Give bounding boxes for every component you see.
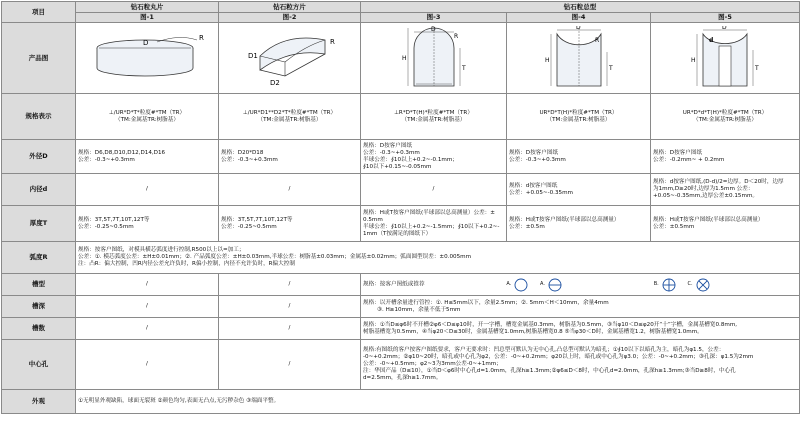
outer-c2: 规格：D20*D18 公差：-0.3~+0.3mm xyxy=(219,140,361,174)
header-fig3: 图-3 xyxy=(361,13,507,23)
row-label-groove-type: 槽型 xyxy=(2,274,76,296)
header-shaped-group: 钻石粒总型 xyxy=(361,2,800,13)
groove-symbol-c: C. xyxy=(688,278,710,292)
spec-c3: ⊥R*D*T(H)*粒度#*TM（TR） （TM:金属基TR:树脂基） xyxy=(361,94,507,140)
header-square-group: 钻石粒方片 xyxy=(219,2,361,13)
center-hole-cell: 规格:有图纸的客户按客户图纸要求，客户无要求时：凹总型可默认为无中心孔,凸总型可默认为暗孔；①∮10以下以暗孔为主，暗孔为φ1.5，公差： -0~+0.2mm；②φ10~20时，暗孔或中心孔为φ2，公差：-0~+0.2mm；φ20以上时，暗孔或中心孔为φ3.0；公差：-0~+0.2mm；③孔深：φ1.5为2mm 公差：-0~+0.5mm；φ2~3为3mm公差-0~+1mm； 注：华国产品（D≤10），①当D＜φ6时中心孔d=1.0mm，孔深h≥1.3mm;②φ6≤D＜8时，中心孔d=2.0mm，孔深h≥1.3mm;③当D≥8时，中心孔 d=2.5mm，孔深h≥1.7mm。 xyxy=(361,340,800,390)
appearance-cell: ①无明显外观缺陷，球面无裂斑 ②颜色均匀,表面无凸点,无污秽杂色 ③端面平整。 xyxy=(76,390,800,414)
groove-type-c2: / xyxy=(219,274,361,296)
concave-drawing xyxy=(539,26,619,90)
fig4-d-label: D xyxy=(575,26,581,31)
circle-plain-icon xyxy=(514,278,528,292)
fig4-r-label: R xyxy=(594,37,599,44)
fig3-h-label: H xyxy=(401,55,407,62)
groove-depth-cell: 规格：以开槽余量进行管控：①. H≤5mm以下，余量2.5mm；②. 5mm＜H＜10mm，余量4mm ③. H≥10mm，余量不低于5mm xyxy=(361,296,800,318)
fig5-cell xyxy=(651,23,800,94)
fig2-r-label: R xyxy=(329,38,335,46)
fig4-t-label: T xyxy=(608,65,613,72)
header-fig2: 图-2 xyxy=(219,13,361,23)
fig2-d2-label: D2 xyxy=(269,79,280,87)
groove-depth-c2: / xyxy=(219,296,361,318)
fig3-r-label: R xyxy=(453,33,458,40)
outer-c5: 规格：D按客户图纸 公差：-0.2mm~ + 0.2mm xyxy=(651,140,800,174)
thick-c3: 规格：H或T按客户图纸(半球部以总高测量）公差：± 0.5mm 半球公差：∮10以上+0.2~-1.5mm；∮10以下+0.2~- 1mm（T按满足的图纸下） xyxy=(361,206,507,242)
outer-c1: 规格：D6,D8,D10,D12,D14,D16 公差：-0.3~+0.3mm xyxy=(76,140,219,174)
fig4-h-label: H xyxy=(544,57,550,64)
header-fig4: 图-4 xyxy=(507,13,651,23)
circle-x-icon xyxy=(696,278,710,292)
thick-c5: 规格：H或T按客户图纸(半球部以总高测量） 公差：±0.5mm xyxy=(651,206,800,242)
fig3-d-label: D xyxy=(430,26,436,33)
fig5-h-label: H xyxy=(691,57,696,64)
pill-drawing xyxy=(87,28,207,88)
row-label-spec: 规格表示 xyxy=(2,94,76,140)
row-label-arc: 弧度R xyxy=(2,242,76,274)
square-drawing xyxy=(230,28,350,88)
inner-c5: 规格：d按客户图纸,(D-d)/2=边厚。D＜20时，边厚 为1mm,D≥20时,边厚为1.5mm 公差： +0.05~-0.35mm,边厚公差±0.15mm。 xyxy=(651,174,800,206)
inner-c4: 规格：d按客户图纸 公差：+0.05~-0.35mm xyxy=(507,174,651,206)
groove-type-c1: / xyxy=(76,274,219,296)
row-label-inner: 内径d xyxy=(2,174,76,206)
fig1-r-label: R xyxy=(199,34,204,42)
thick-c1: 规格：3T,5T,7T,10T,12T等 公差：-0.25~0.5mm xyxy=(76,206,219,242)
fig1-d-label: D xyxy=(143,39,149,47)
row-label-outer: 外径D xyxy=(2,140,76,174)
header-item: 项目 xyxy=(2,2,76,23)
fig2-d1-label: D1 xyxy=(247,52,258,60)
convex-drawing xyxy=(394,26,474,90)
fig3-t-label: T xyxy=(461,65,466,72)
header-fig5: 图-5 xyxy=(651,13,800,23)
thick-c4: 规格：H或T按客户图纸(半球部以总高测量） 公差：±0.5m xyxy=(507,206,651,242)
header-fig1: 图-1 xyxy=(76,13,219,23)
groove-count-cell: 规格：①当D≤φ6时不开槽②φ6＜D≤φ10时，开一字槽，槽宽金属基0.3mm，树脂基为0.5mm，③当φ10＜D≤φ20开“十”字槽，金属基槽宽0.8mm, 树脂基槽宽为0.5mm，④当φ20＜D≤30时，金属基槽宽1.0mm,树脂基槽宽0.8 ⑤当φ30＜D时，金属基槽宽1.2，树脂基槽宽1.0mm。 xyxy=(361,318,800,340)
groove-symbol-a: A. xyxy=(506,278,528,292)
spec-table xyxy=(1,1,800,414)
fig5-dd-label: d xyxy=(709,37,714,44)
row-label-groove-depth: 槽深 xyxy=(2,296,76,318)
groove-count-c1: / xyxy=(76,318,219,340)
circle-cross-icon xyxy=(662,278,676,292)
arc-cell: 规格：按客户图纸，对模具横芯弧度进行控制,R500以上以=加工； 公差：①. 模芯弧度公差：±H±0.01mm；②. 产品弧度公差：±H±0.03mm,半球公差：树脂基±0.03mm；金属基±0.02mm；弧面圆型误差：±0.005mm 注：凸R：偏大控制，凹R内径公差允许负时，R偏小控制，内径不允许负时，R偏大控制 xyxy=(76,242,800,274)
center-hole-c1: / xyxy=(76,340,219,390)
ring-drawing xyxy=(685,26,765,90)
fig4-cell xyxy=(507,23,651,94)
row-label-center-hole: 中心孔 xyxy=(2,340,76,390)
thick-c2: 规格：3T,5T,7T,10T,12T等 公差：-0.25~0.5mm xyxy=(219,206,361,242)
inner-c2: / xyxy=(219,174,361,206)
fig1-cell xyxy=(76,23,219,94)
spec-c5: UR*D*d*T(H)*粒度#*TM（TR） （TM:金属基TR:树脂基） xyxy=(651,94,800,140)
row-label-thickness: 厚度T xyxy=(2,206,76,242)
row-label-product: 产品图 xyxy=(2,23,76,94)
inner-c3: / xyxy=(361,174,507,206)
fig5-d-label: D xyxy=(722,26,727,31)
groove-symbol-b: B. xyxy=(654,278,676,292)
groove-type-cell: 规格：按客户图纸或推荐 A. A. B. C. xyxy=(361,274,800,296)
header-pill-group: 钻石粒丸片 xyxy=(76,2,219,13)
fig3-cell xyxy=(361,23,507,94)
groove-count-c2: / xyxy=(219,318,361,340)
outer-c3: 规格：D按客户图纸 公差：-0.3~+0.3mm 半球公差：∮10以上+0.2~-0.1mm； ∮10以下+0.15~-0.05mm xyxy=(361,140,507,174)
fig5-t-label: T xyxy=(755,65,759,72)
center-hole-c2: / xyxy=(219,340,361,390)
groove-symbol-a2: A. xyxy=(540,278,562,292)
fig2-cell xyxy=(219,23,361,94)
inner-c1: / xyxy=(76,174,219,206)
spec-c1: ⊥/UR*D*T*粒度#*TM（TR） （TM:金属基TR:树脂基） xyxy=(76,94,219,140)
groove-depth-c1: / xyxy=(76,296,219,318)
row-label-groove-count: 槽数 xyxy=(2,318,76,340)
outer-c4: 规格：D按客户图纸 公差：-0.3~+0.3mm xyxy=(507,140,651,174)
spec-c2: ⊥/UR*D1**D2*T*粒度#*TM（TR） （TM:金属基TR:树脂基） xyxy=(219,94,361,140)
circle-line-icon xyxy=(548,278,562,292)
row-label-appearance: 外观 xyxy=(2,390,76,414)
spec-c4: UR*D*T(H)*粒度#*TM（TR） （TM:金属基TR:树脂基） xyxy=(507,94,651,140)
